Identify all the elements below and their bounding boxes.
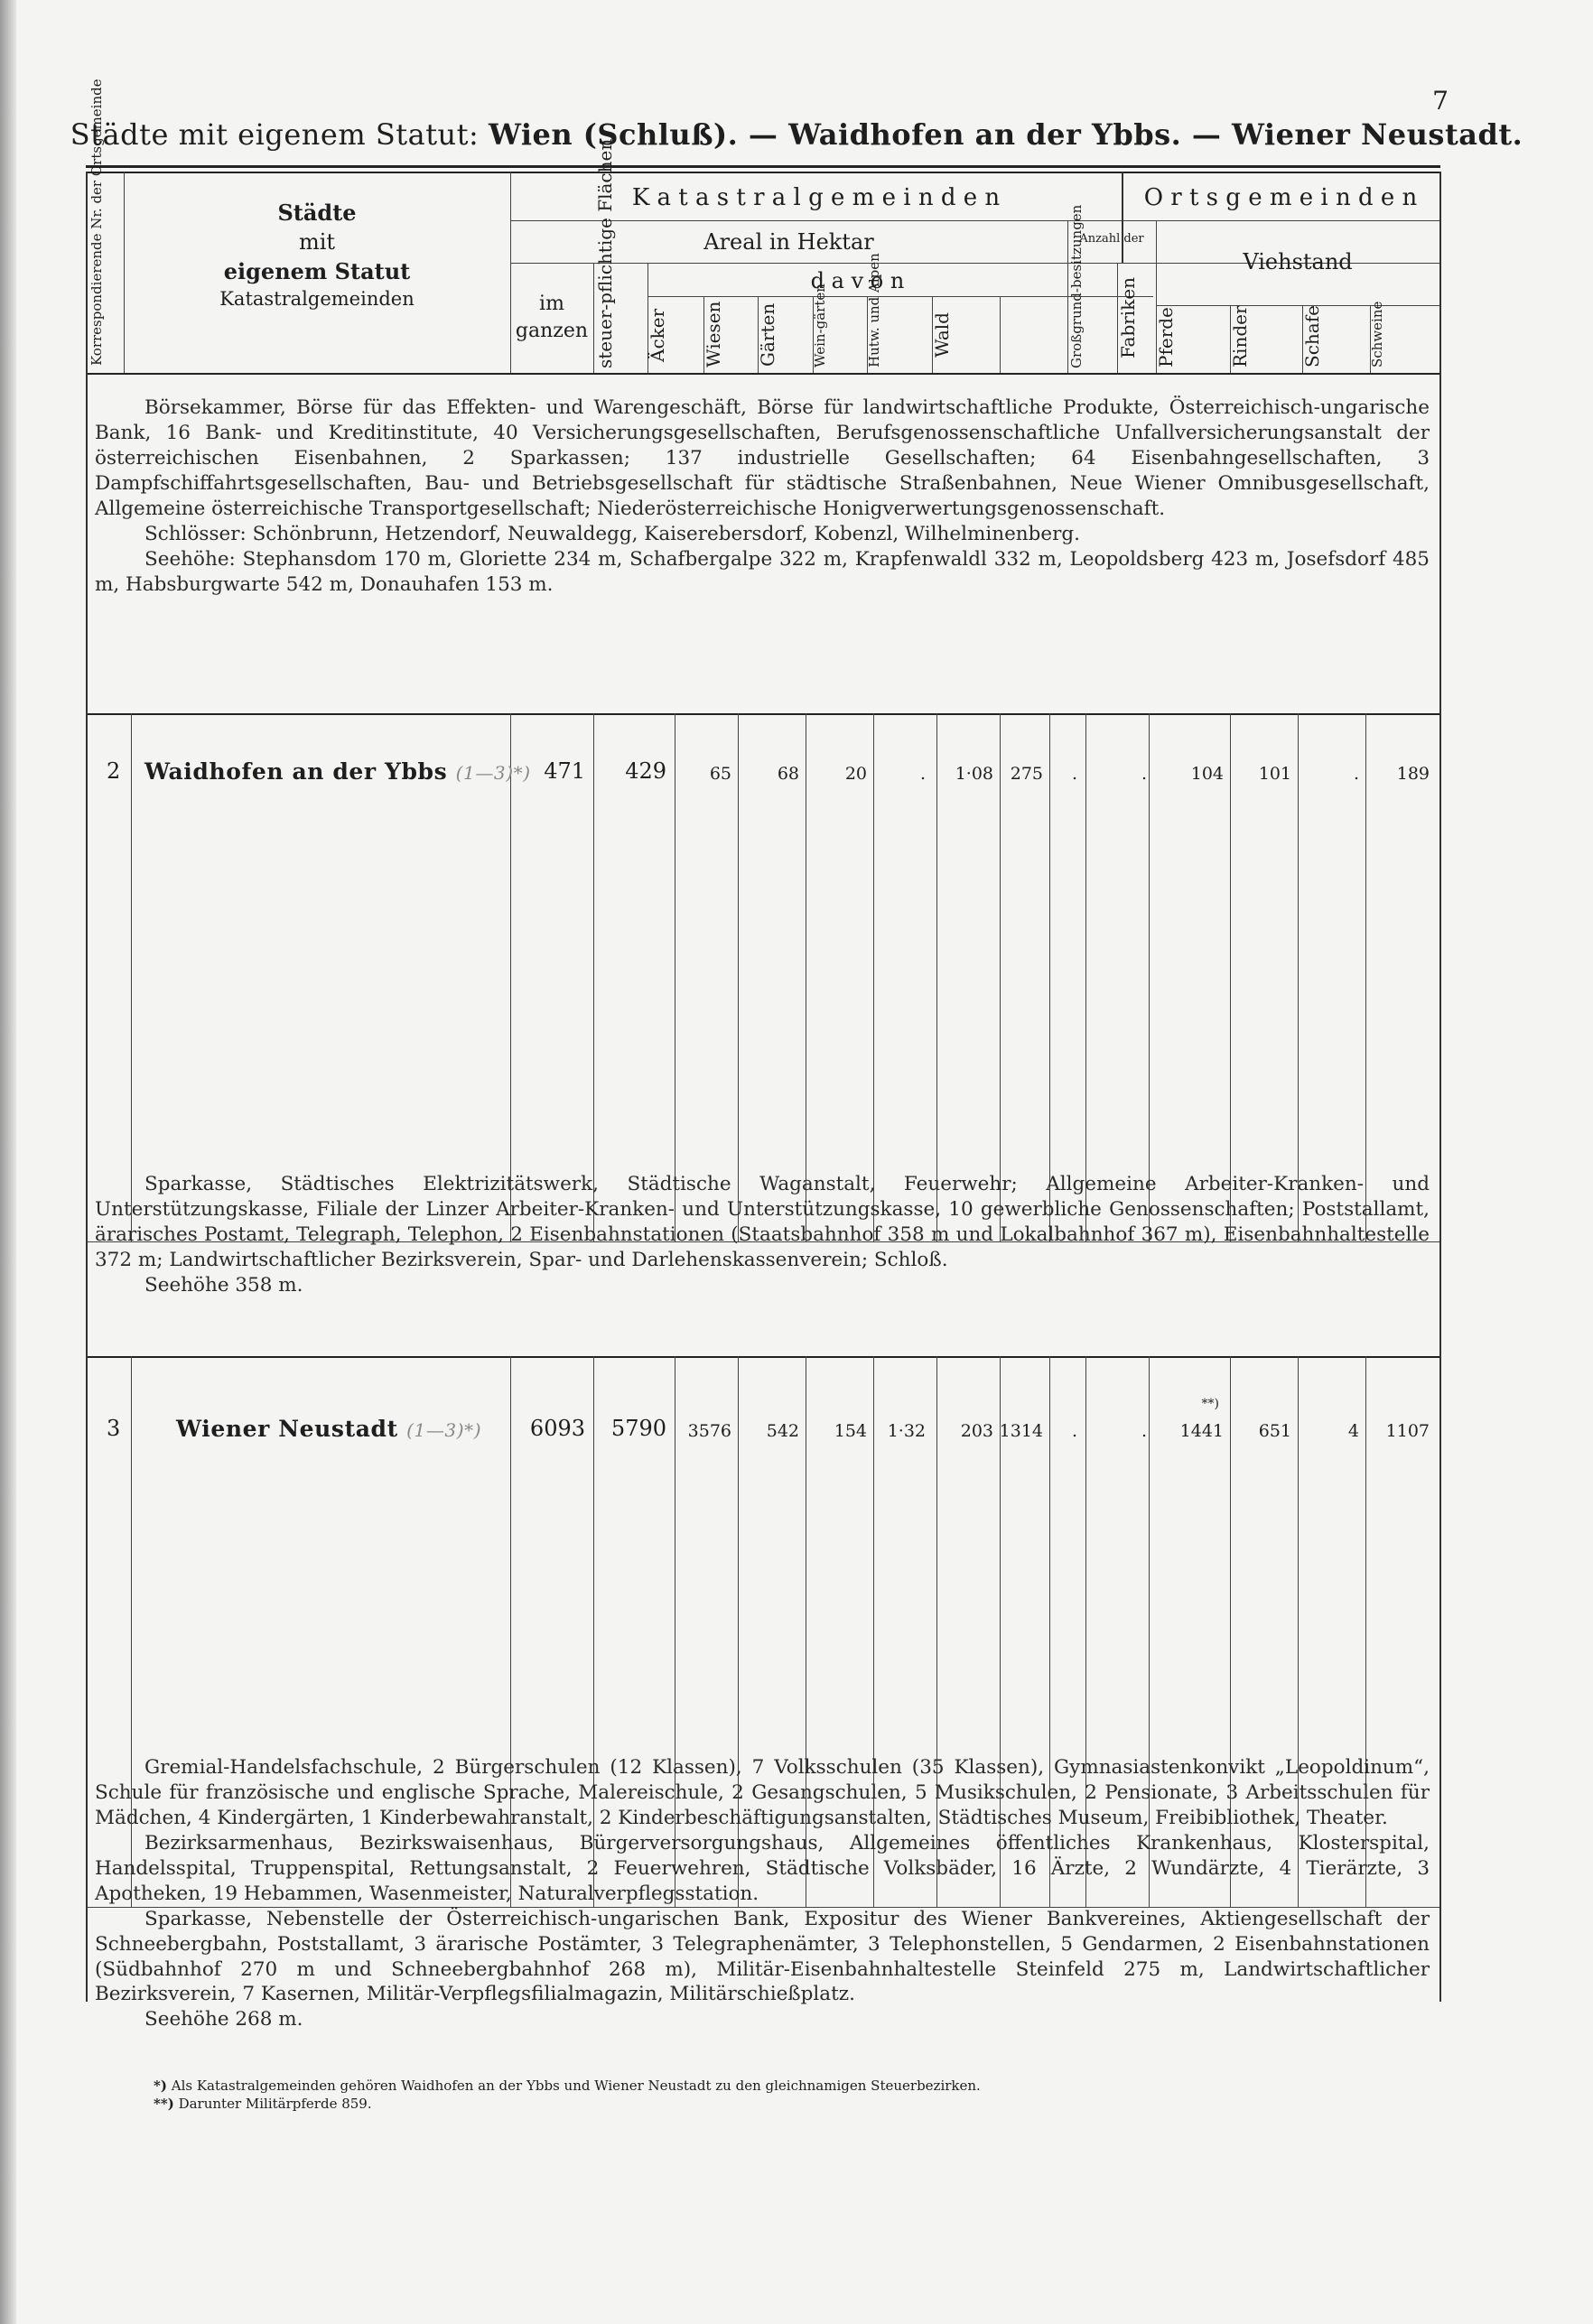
row-3-gaerten: 154 [834,1421,867,1441]
top-rule [86,165,1440,168]
row-2-seehoehe: Seehöhe 358 m. [144,1273,303,1297]
header-pferde: Pferde [1155,307,1177,367]
row-2-top-line [88,713,1439,715]
row-2-acker: 65 [709,764,731,784]
header-acker: Äcker [647,308,668,362]
r2-vl-imganzen [593,713,594,1241]
header-im-ganzen: im ganzen [515,293,589,342]
header-gaerten: Gärten [757,302,778,367]
row-2-schafe: . [1353,764,1359,784]
row-2-text: Sparkasse, Städtisches Elektrizitätswerk, Städtische Waganstalt, Feuerwehr; Allgemeine Arbeiter-Kranken- und Unterstützungskasse, Filiale der Linzer Arbeiter-Kranken- und Unterstützungskasse, 10 gewerbliche Genossenschaften; Poststallamt, ärarisches Postamt, Telegraph, Telephon, 2 Eisenbahnstationen (Staatsbahnhof 358 m und Lokalbahnhof 367 m), Eisenbahnhaltestelle 372 m; Landwirtschaftlicher Bezirksverein, Spar- und Darlehenskassenverein; Schloß. [95,1173,1430,1271]
row-3-weingaerten: 1·32 [887,1421,926,1441]
row-2-nr: 2 [107,758,121,784]
header-line-4 [1156,305,1439,306]
header-wald: Wald [931,312,953,358]
row-3-rinder: 651 [1258,1421,1291,1441]
page-header [0,117,1593,152]
page-number: 7 [1432,86,1449,116]
footnote-2 [154,2095,981,2113]
header-areal: Areal in Hektar [703,229,874,255]
row-3-schweine: 1107 [1385,1421,1430,1441]
header-orts: O r t s g e m e i n d e n [1143,184,1418,211]
r2-vl-pferde [1230,713,1231,1241]
row-2-fabriken: . [1141,764,1147,784]
header-bottom-line [88,373,1439,375]
row-3-description [95,1755,1430,2032]
r2-vl-acker [738,713,739,1241]
row-3-grossgrund: . [1071,1421,1077,1441]
row-3-text-schools: Gremial-Handelsfachschule, 2 Bürgerschulen (12 Klassen), 7 Volksschulen (35 Klassen), Gymnasiastenkonvikt „Leopoldinum“, Schule für französische und englische Sprache, Malereischule, 2 Gesangschulen, 5 Musikschulen, 2 Pensionate, 3 Arbeitsschulen für Mädchen, 4 Kindergärten, 1 Kinderbewahranstalt, 2 Kinderbeschäftigungsanstalten, Städtisches Museum, Freibibliothek, Theater. [95,1756,1430,1829]
footnote-2-text: Darunter Militärpferde 859. [178,2096,372,2113]
row-2-name [144,758,531,785]
footnote-1-text: Als Katastralgemeinden gehören Waidhofen an der Ybbs und Wiener Neustadt zu den gleichnamigen Steuerbezirken. [171,2078,981,2094]
row-2-wiesen: 68 [777,764,799,784]
header-katastral: K a t a s t r a l g e m e i n d e n [631,184,1001,211]
header-anzahl: Anzahl der [1079,232,1144,246]
r2-vl-schafe [1365,713,1366,1241]
header-staedte-l1: Städte [277,200,357,226]
header-fabriken: Fabriken [1117,276,1139,359]
row-3-nr: 3 [107,1416,121,1441]
header-hutweiden: Hutw. und Alpen [866,253,882,367]
row-2-rinder: 101 [1258,764,1291,784]
header-wiesen: Wiesen [703,301,724,367]
row-2-grossgrund: . [1071,764,1077,784]
r2-vl-gaerten [873,713,874,1241]
r2-vl-hutw [1000,713,1001,1241]
header-prefix: Städte mit eigenem Statut: [70,117,480,152]
header-schweine: Schweine [1369,301,1385,367]
row-2-im-ganzen: 471 [544,758,585,784]
r2-vl-fabrik [1149,713,1150,1241]
header-staedte-l3: eigenem Statut [223,257,411,284]
vl-wald [1000,296,1001,373]
header-viehstand: Viehstand [1243,249,1353,274]
row-3-text-institutions: Sparkasse, Nebenstelle der Österreichisch-ungarischen Bank, Expositur des Wiener Bankvereines, Aktiengesellschaft der Schneebergbahn, Poststallamt, 3 ärarische Postämter, 3 Telegraphenämter, 3 Telephonstellen, 5 Gendarmen, 2 Eisenbahnstationen (Südbahnhof 270 m und Schneebergbahnhof 268 m), Militär-Eisenbahnhaltestelle Steinfeld 275 m, Landwirtschaftlicher Bezirksverein, 7 Kasernen, Militär-Verpflegsfilialmagazin, Militärschießplatz. [95,1907,1430,2006]
row-2-weingaerten: . [919,764,926,784]
header-top-line [88,172,1439,173]
footnotes [154,2077,981,2114]
row-3-top-line [88,1356,1439,1358]
scan-edge [0,0,16,2324]
row-3-fabriken: . [1141,1421,1147,1441]
footnote-2-mark: **) [154,2096,174,2113]
row-3-name-text: Wiener Neustadt [176,1416,398,1442]
header-nr: Korrespondierende Nr. der Ortsgemeinde [88,79,105,366]
wien-description [95,395,1430,598]
header-line-1 [510,220,1439,221]
row-2-hutweiden: 1·08 [955,764,993,784]
row-2-schweine: 189 [1396,764,1430,784]
r2-vl-rinder [1298,713,1299,1241]
wien-text-institutions: Börsekammer, Börse für das Effekten- und Warengeschäft, Börse für landwirtschaftliche Produkte, Österreichisch-ungarische Bank, 16 Bank- und Kreditinstitute, 40 Versicherungsgesellschaften, Berufsgenossenschaftliche Unfallversicherungsanstalt der österreichischen Eisenbahnen, 2 Sparkassen; 137 industrielle Gesellschaften; 64 Eisenbahngesellschaften, 3 Dampfschiffahrtsgesellschaften, Bau- und Betriebsgesellschaft für städtische Straßenbahnen, Neue Wiener Omnibusgesellschaft, Allgemeine österreichische Transportgesellschaft; Niederösterreichische Honigverwertungsgenossenschaft. [95,396,1430,520]
r2-vl-nr [131,713,132,1241]
row-3-acker: 3576 [687,1421,731,1441]
footnote-1-mark: *) [154,2078,167,2094]
header-grossgrund: Großgrund-besitzungen [1068,204,1085,368]
row-3-wald: 1314 [999,1421,1043,1441]
row-3-hutweiden: 203 [960,1421,993,1441]
wien-text-seehoehe: Seehöhe: Stephansdom 170 m, Gloriette 234 m, Schafbergalpe 322 m, Krapfenwaldl 332 m, Leopoldsberg 423 m, Josefsdorf 485 m, Habsburgwarte 542 m, Donauhafen 153 m. [95,547,1430,596]
header-weingaerten: Wein-gärten [812,284,828,367]
header-title: Wien (Schluß). — Waidhofen an der Ybbs. — Wiener Neustadt. [488,117,1523,152]
row-2-name-text: Waidhofen an der Ybbs [144,758,448,785]
footnote-1 [154,2077,981,2095]
row-2-pferde: 104 [1190,764,1224,784]
row-3-pferde: 1441 [1179,1421,1224,1441]
row-3-seehoehe: Seehöhe 268 m. [144,2008,303,2031]
row-3-text-health: Bezirksarmenhaus, Bezirkswaisenhaus, Bürgerversorgungshaus, Allgemeines öffentliches Krankenhaus, Klosterspital, Handelsspital, Truppenspital, Rettungsanstalt, 2 Feuerwehren, Städtische Volksbäder, 16 Ärzte, 2 Wundärzte, 4 Tierärzte, 3 Apotheken, 19 Hebammen, Wasenmeister, Naturalverpflegsstation. [95,1831,1430,1905]
header-staedte-l2: mit [298,229,336,256]
row-3-schafe: 4 [1347,1421,1359,1441]
header-staedte-l4: Katastralgemeinden [219,288,415,311]
header-schafe: Schafe [1301,305,1323,367]
r2-vl-name [510,713,511,1241]
row-3-pferde-note: **) [1201,1397,1219,1411]
row-3-im-ganzen: 6093 [529,1416,585,1441]
header-steuerpflichtig: steuer-pflichtige Flächen [594,138,616,368]
row-2-description [95,1172,1430,1298]
row-3-name-note: (1—3)*) [406,1419,482,1441]
row-3-wiesen: 542 [766,1421,799,1441]
row-2-steuerpflichtig: 429 [625,758,666,784]
wien-text-schloesser: Schlösser: Schönbrunn, Hetzendorf, Neuwaldegg, Kaiserebersdorf, Kobenzl, Wilhelminenberg. [144,522,1081,545]
row-3-steuerpflichtig: 5790 [610,1416,666,1441]
r2-vl-weing [936,713,937,1241]
row-2-name-note: (1—3)*) [455,762,531,784]
row-2-gaerten: 20 [844,764,867,784]
r2-vl-gross [1085,713,1086,1241]
header-rinder: Rinder [1229,305,1251,367]
header-davon: d a v o n [810,268,905,293]
row-2-wald: 275 [1010,764,1043,784]
header-staedte [124,199,510,312]
row-3-name [176,1416,481,1442]
r2-vl-wald [1049,713,1050,1241]
